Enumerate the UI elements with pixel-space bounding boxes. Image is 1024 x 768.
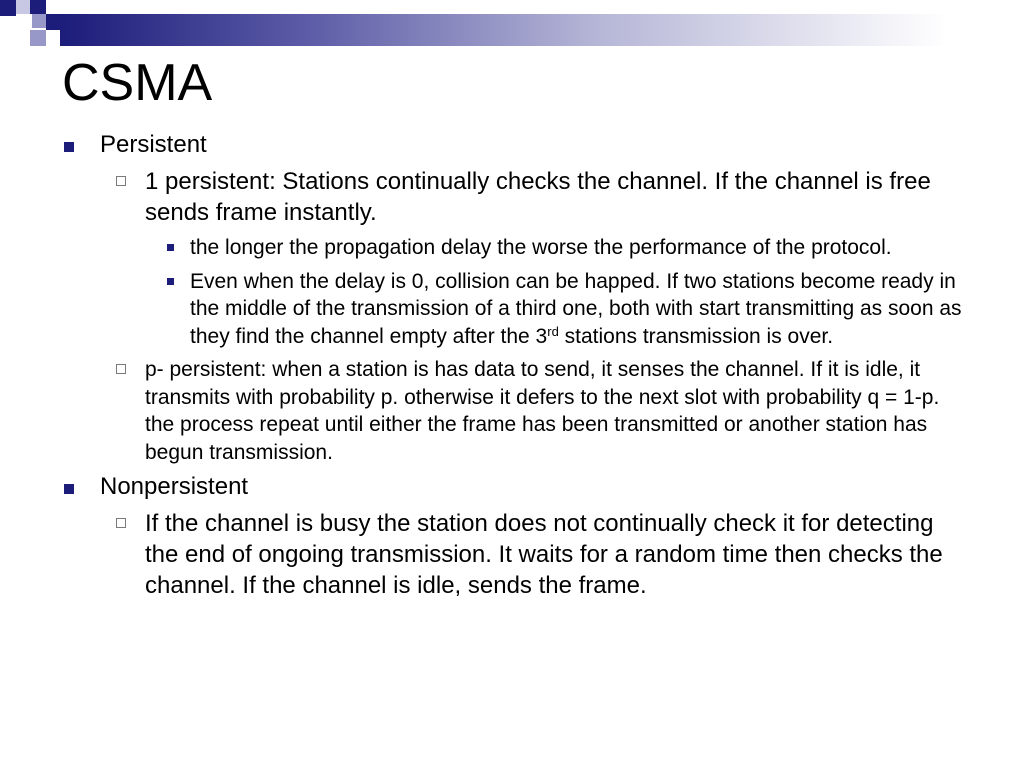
bullet-heading: Nonpersistent: [100, 473, 249, 500]
corner-decoration-square: [0, 16, 16, 30]
corner-decoration-square: [46, 14, 60, 30]
bullet-text: 1 persistent: Stations continually checks the channel. If the channel is free sends frame instantly.: [145, 168, 931, 226]
corner-decoration-square: [32, 14, 46, 28]
hollow-square-bullet-icon: [116, 176, 126, 186]
header-gradient-bar: [60, 14, 1024, 46]
slide-body: [62, 130, 962, 607]
filled-square-bullet-icon: [64, 142, 74, 152]
small-filled-square-bullet-icon: [167, 278, 174, 285]
corner-decoration-square: [16, 14, 32, 30]
bullet-p-persistent: [62, 356, 962, 466]
bullet-text-part: stations transmission is over.: [558, 324, 834, 348]
corner-decoration-square: [0, 0, 16, 16]
bullet-1-persistent: [62, 166, 962, 228]
corner-decoration-square: [30, 30, 46, 46]
filled-square-bullet-icon: [64, 484, 74, 494]
bullet-zero-delay-collision: [62, 268, 962, 351]
bullet-text: If the channel is busy the station does not continually check it for detecting the end of ongoing transmission. It waits for a random time then checks the channel. If the channel is idle, sends the frame.: [145, 510, 943, 599]
bullet-text: p- persistent: when a station is has data to send, it senses the channel. If it is idle, it transmits with probability p. otherwise it defers to the next slot with probability q = 1-p. the process repeat until either the frame has been transmitted or another station has begun transmission.: [145, 358, 940, 464]
bullet-propagation-delay: [62, 234, 962, 262]
bullet-nonpersistent-description: [62, 508, 962, 601]
hollow-square-bullet-icon: [116, 518, 126, 528]
hollow-square-bullet-icon: [116, 364, 126, 374]
bullet-heading: Persistent: [100, 131, 207, 158]
superscript-rd: rd: [547, 323, 559, 339]
corner-decoration-square: [46, 0, 60, 14]
bullet-text-part: Even when the delay is 0, collision can be happed. If two stations become ready in the middle of the transmission of a third one, both with start transmitting as soon as they find the channel empty after the 3: [190, 269, 962, 348]
corner-decoration-square: [60, 0, 76, 14]
bullet-persistent: [62, 130, 962, 160]
slide-title: CSMA: [62, 54, 213, 112]
bullet-nonpersistent: [62, 472, 962, 502]
small-filled-square-bullet-icon: [167, 244, 174, 251]
bullet-text: the longer the propagation delay the worse the performance of the protocol.: [190, 236, 892, 259]
corner-decoration-square: [16, 0, 30, 14]
